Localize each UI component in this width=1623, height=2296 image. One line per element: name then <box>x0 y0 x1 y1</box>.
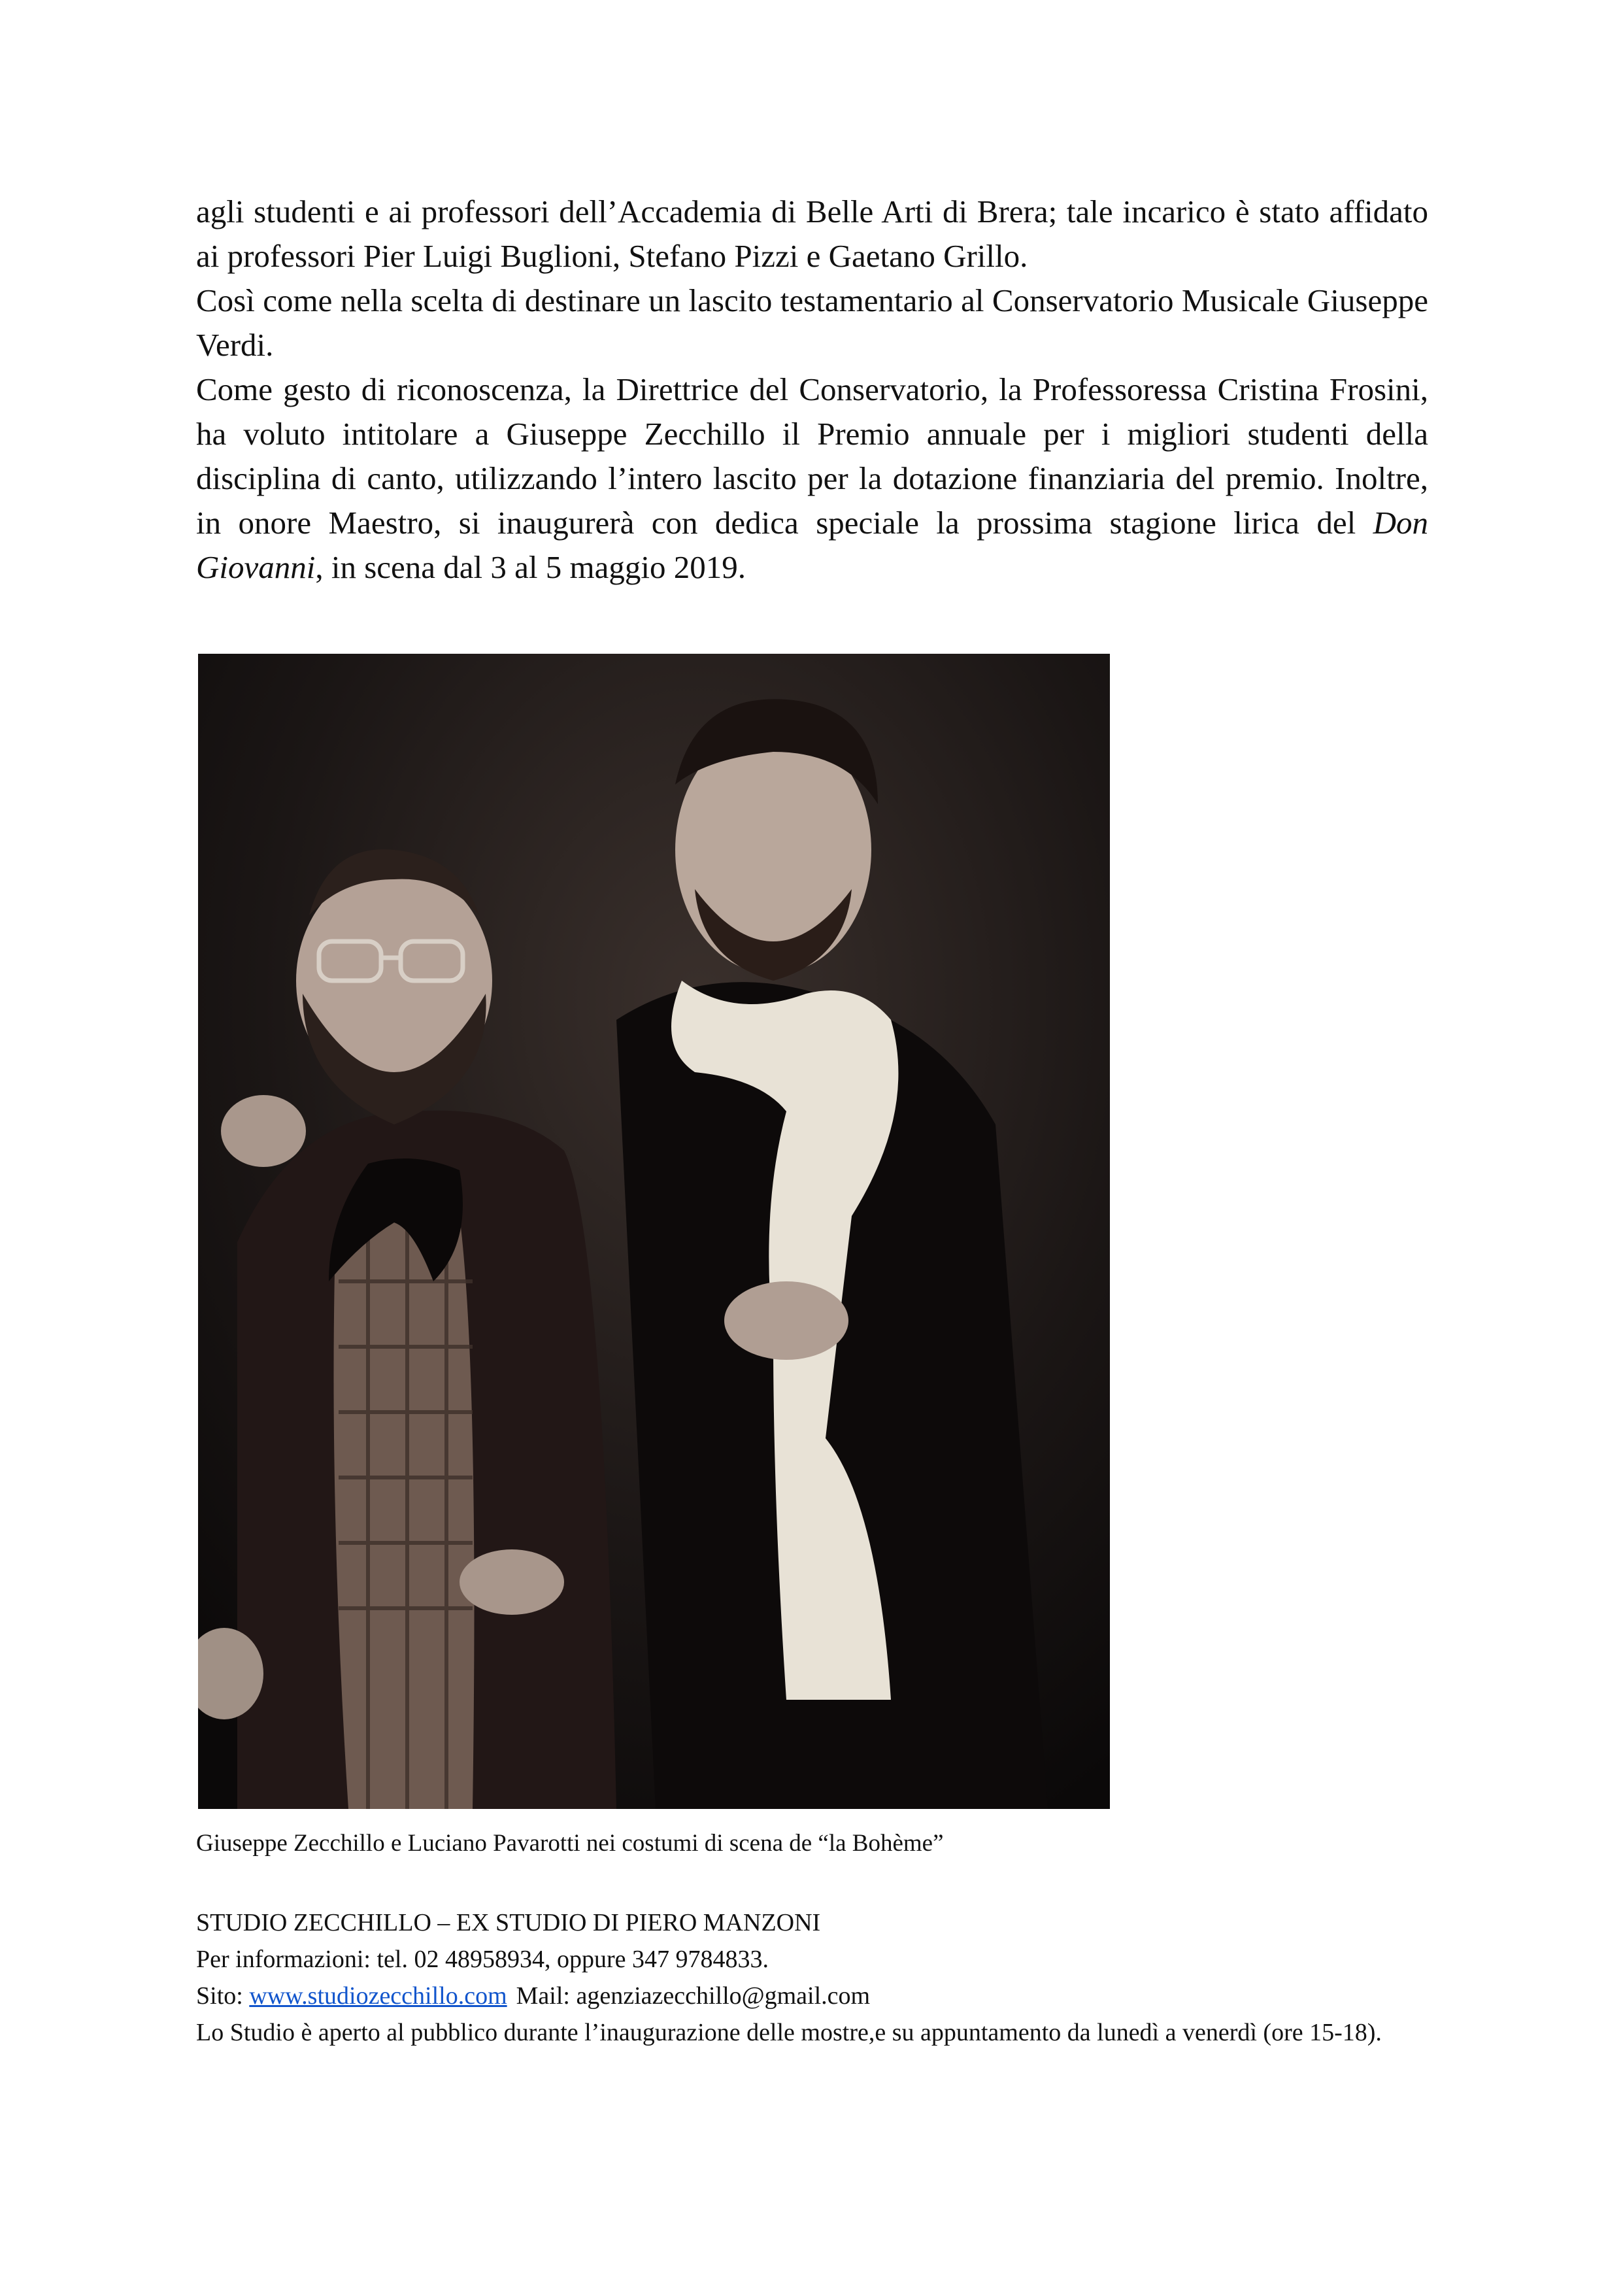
website-link[interactable]: www.studiozecchillo.com <box>249 1982 507 2010</box>
site-label: Sito: <box>196 1982 243 2010</box>
mail-info: Mail: agenziazecchillo@gmail.com <box>516 1982 871 2010</box>
phone-info: Per informazioni: tel. 02 48958934, oppure 347 9784833. <box>196 1946 769 1973</box>
site-mail-line <box>196 1978 1431 2014</box>
studio-name: STUDIO ZECCHILLO – EX STUDIO DI PIERO MANZONI <box>196 1909 821 1936</box>
paragraph-1: agli studenti e ai professori dell’Accademia di Belle Arti di Brera; tale incarico è stato affidato ai professori Pier Luigi Buglioni, Stefano Pizzi e Gaetano Grillo. <box>196 194 1428 274</box>
opera-title: Don Giovanni <box>196 505 1428 585</box>
paragraph-3 <box>196 367 1428 590</box>
article-body <box>196 190 1428 590</box>
paragraph-2: Così come nella scelta di destinare un lascito testamentario al Conservatorio Musicale Giuseppe Verdi. <box>196 282 1428 363</box>
paragraph-3-end: , in scena dal 3 al 5 maggio 2019. <box>315 549 746 585</box>
contact-footer <box>196 1904 1431 2051</box>
opening-hours: Lo Studio è aperto al pubblico durante l’inaugurazione delle mostre,e su appuntamento da lunedì a venerdì (ore 15-18). <box>196 2019 1382 2046</box>
photo-illustration <box>198 654 1110 1809</box>
historic-photo <box>198 654 1110 1809</box>
paragraph-3-text: Come gesto di riconoscenza, la Direttrice del Conservatorio, la Professoressa Cristina Frosini, ha voluto intitolare a Giuseppe Zecchillo il Premio annuale per i migliori studenti della disciplina di canto, utilizzando l’intero lascito per la dotazione finanziaria del premio. Inoltre, in onore Maestro, si inaugurerà con dedica speciale la prossima stagione lirica del <box>196 371 1428 541</box>
photo-caption: Giuseppe Zecchillo e Luciano Pavarotti nei costumi di scena de “la Bohème” <box>196 1830 944 1857</box>
document-page <box>196 190 1428 590</box>
